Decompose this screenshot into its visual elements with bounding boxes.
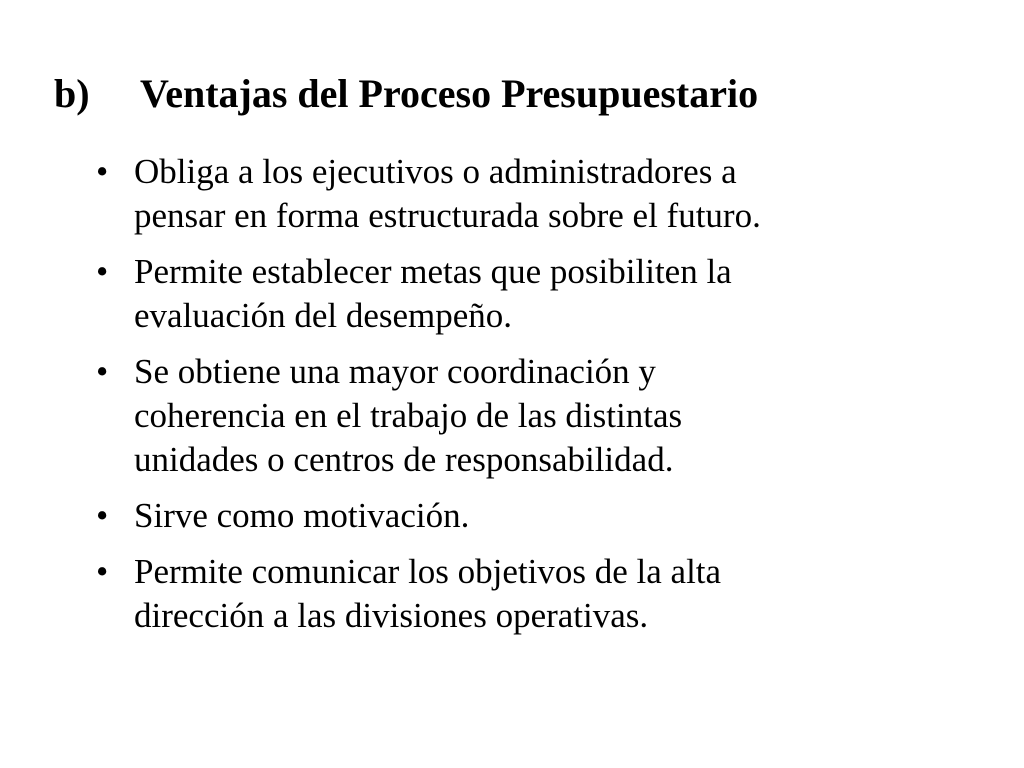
bullet-line: dirección a las divisiones operativas. <box>134 596 649 635</box>
bullet-line: Obliga a los ejecutivos o administradores a <box>134 152 737 191</box>
bullet-item <box>96 250 996 338</box>
bullet-dot: • <box>96 496 109 535</box>
bullet-item <box>96 494 996 538</box>
bullet-line: pensar en forma estructurada sobre el futuro. <box>134 196 761 235</box>
bullet-item <box>96 150 996 238</box>
bullet-line: Se obtiene una mayor coordinación y <box>134 352 656 391</box>
bullet-line: Permite establecer metas que posibiliten la <box>134 252 732 291</box>
bullet-dot: • <box>96 152 109 191</box>
bullet-line: Permite comunicar los objetivos de la alta <box>134 552 722 591</box>
bullet-line: unidades o centros de responsabilidad. <box>134 440 674 479</box>
bullet-item <box>96 350 996 482</box>
slide-title <box>54 70 758 118</box>
bullet-list <box>96 150 996 650</box>
title-text: Ventajas del Proceso Presupuestario <box>140 71 759 116</box>
bullet-item <box>96 550 996 638</box>
bullet-dot: • <box>96 252 109 291</box>
bullet-dot: • <box>96 352 109 391</box>
bullet-line: evaluación del desempeño. <box>134 296 513 335</box>
bullet-dot: • <box>96 552 109 591</box>
bullet-line: coherencia en el trabajo de las distintas <box>134 396 683 435</box>
bullet-line: Sirve como motivación. <box>134 496 470 535</box>
title-marker: b) <box>54 71 90 116</box>
